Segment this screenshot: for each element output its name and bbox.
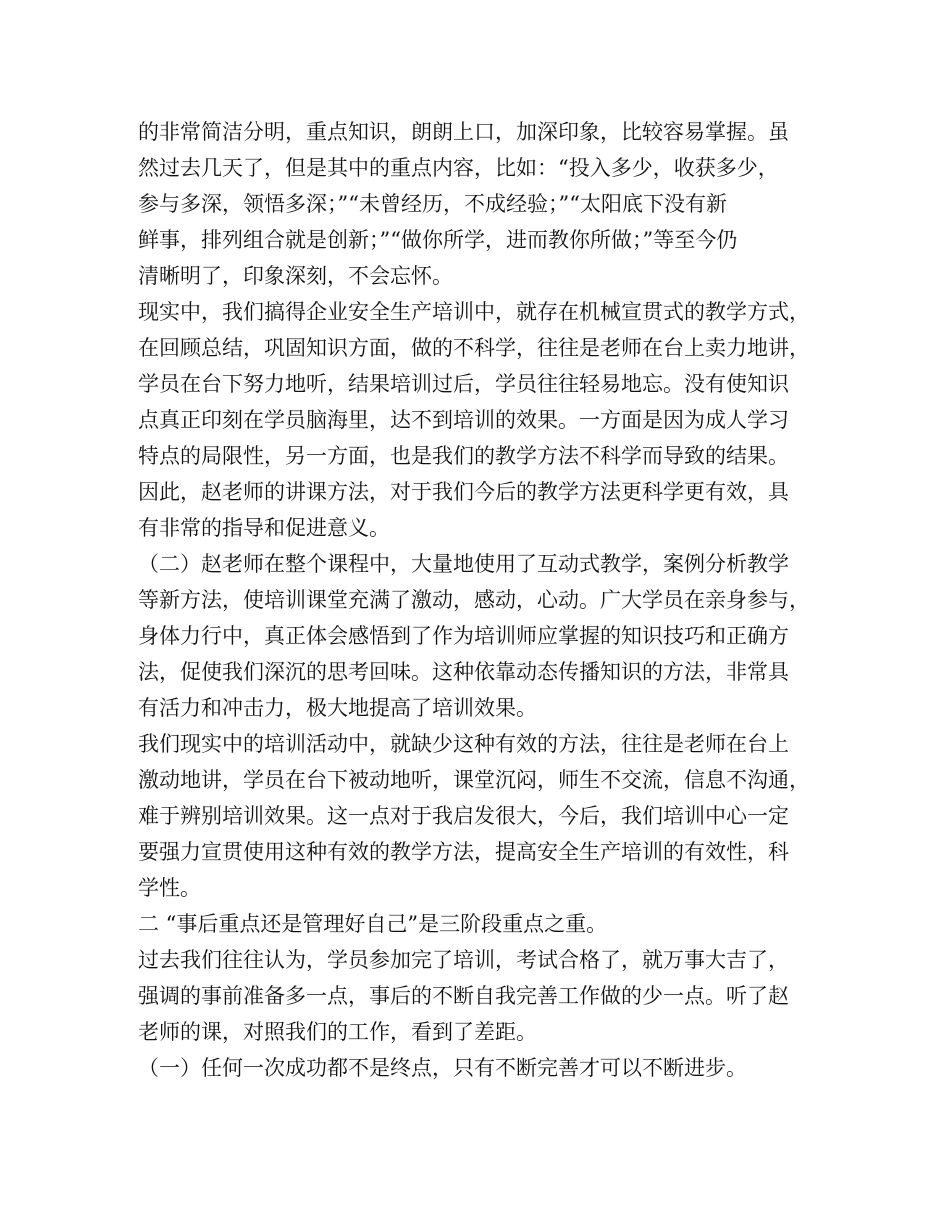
text-line: 学性。 [138, 876, 201, 900]
text-line: 学员在台下努力地听，结果培训过后，学员往往轻易地忘。没有使知识 [138, 372, 789, 396]
section-heading: 二 “事后重点还是管理好自己”是三阶段重点之重。 [138, 912, 608, 936]
text-line: 特点的局限性，另一方面，也是我们的教学方法不科学而导致的结果。 [138, 444, 789, 468]
text-line: 有活力和冲击力，极大地提高了培训效果。 [138, 696, 537, 720]
text-line: 现实中，我们搞得企业安全生产培训中，就存在机械宣贯式的教学方式， [138, 300, 810, 324]
text-line: 激动地讲，学员在台下被动地听，课堂沉闷，师生不交流，信息不沟通， [138, 768, 810, 792]
document-body [138, 114, 828, 1086]
text-line: 过去我们往往认为，学员参加完了培训，考试合格了，就万事大吉了， [138, 948, 789, 972]
text-line: 等新方法，使培训课堂充满了激动，感动，心动。广大学员在亲身参与， [138, 588, 810, 612]
text-line: 的非常简洁分明，重点知识，朗朗上口，加深印象，比较容易掌握。虽 [138, 120, 789, 144]
text-line: 有非常的指导和促进意义。 [138, 516, 390, 540]
text-line: 难于辨别培训效果。这一点对于我启发很大，今后，我们培训中心一定 [138, 804, 789, 828]
text-line: 要强力宣贯使用这种有效的教学方法，提高安全生产培训的有效性，科 [138, 840, 789, 864]
text-line: 然过去几天了，但是其中的重点内容，比如：“投入多少，收获多少， [138, 156, 779, 180]
text-line: 我们现实中的培训活动中，就缺少这种有效的方法，往往是老师在台上 [138, 732, 789, 756]
text-line: （二）赵老师在整个课程中，大量地使用了互动式教学，案例分析教学 [138, 552, 789, 576]
text-line: 因此，赵老师的讲课方法，对于我们今后的教学方法更科学更有效，具 [138, 480, 789, 504]
text-line: 法，促使我们深沉的思考回味。这种依靠动态传播知识的方法，非常具 [138, 660, 789, 684]
text-line: 身体力行中，真正体会感悟到了作为培训师应掌握的知识技巧和正确方 [138, 624, 789, 648]
text-line: 清晰明了，印象深刻，不会忘怀。 [138, 264, 453, 288]
text-line: 强调的事前准备多一点，事后的不断自我完善工作做的少一点。听了赵 [138, 984, 789, 1008]
text-line: 鲜事，排列组合就是创新；”“做你所学，进而教你所做；”等至今仍 [138, 228, 738, 252]
text-line: 在回顾总结，巩固知识方面，做的不科学，往往是老师在台上卖力地讲， [138, 336, 810, 360]
subsection-heading: （一）任何一次成功都不是终点，只有不断完善才可以不断进步。 [138, 1056, 747, 1080]
text-line: 点真正印刻在学员脑海里，达不到培训的效果。一方面是因为成人学习 [138, 408, 789, 432]
text-line: 老师的课，对照我们的工作，看到了差距。 [138, 1020, 537, 1044]
text-line: 参与多深，领悟多深；”“未曾经历，不成经验；”“太阳底下没有新 [138, 192, 727, 216]
